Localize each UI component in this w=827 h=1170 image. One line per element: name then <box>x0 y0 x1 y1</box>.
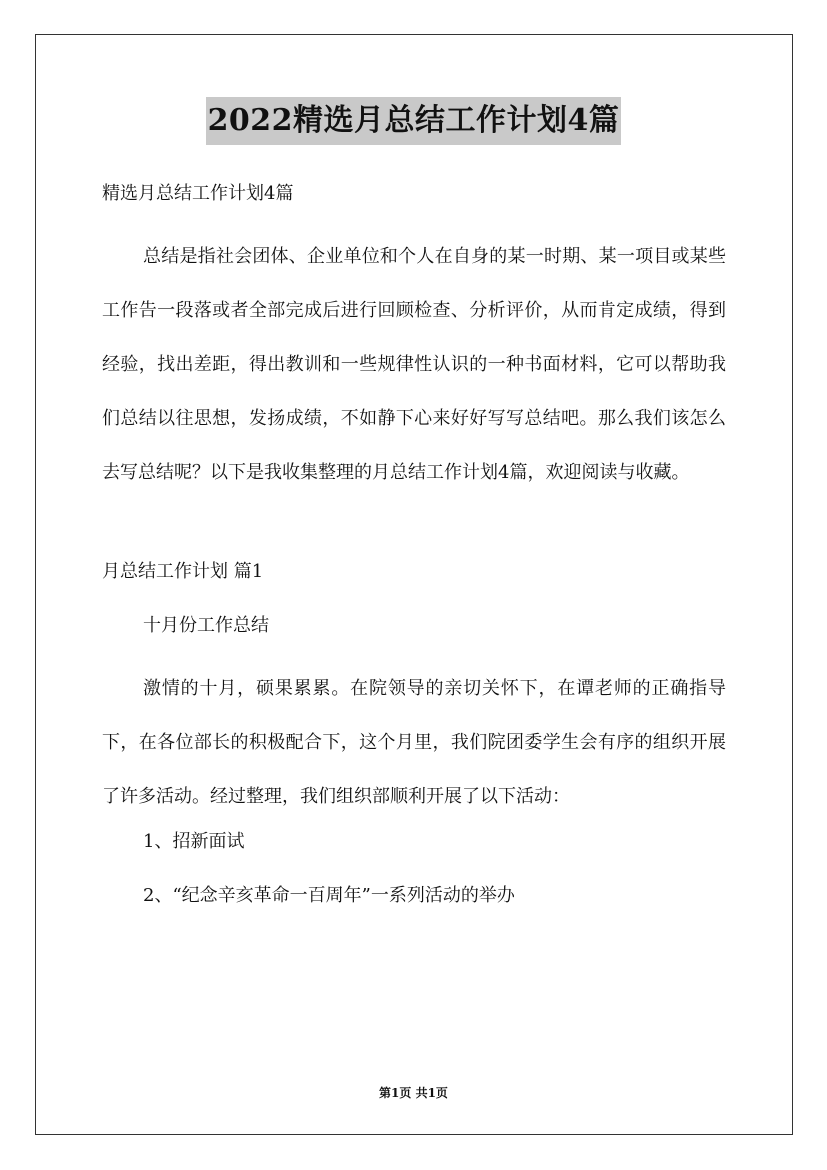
document-subtitle: 精选月总结工作计划4篇 <box>102 183 294 204</box>
spacer <box>102 500 726 554</box>
section-heading: 月总结工作计划 篇1 <box>102 561 264 582</box>
list-item: 1、招新面试 <box>143 831 245 852</box>
document-body <box>102 176 726 932</box>
document-title: 2022精选月总结工作计划4篇 <box>206 97 622 145</box>
list-item: 2、“纪念辛亥革命一百周年”一系列活动的举办 <box>143 885 515 906</box>
page-footer: 第1页 共1页 <box>379 1086 448 1100</box>
intro-paragraph: 总结是指社会团体、企业单位和个人在自身的某一时期、某一项目或某些工作告一段落或者全部完成后进行回顾检查、分析评价，从而肯定成绩，得到经验，找出差距，得出教训和一些规律性认识的一种书面材料，它可以帮助我们总结以往思想，发扬成绩，不如静下心来好好写写总结吧。那么我们该怎么去写总结呢？以下是我收集整理的月总结工作计划4篇，欢迎阅读与收藏。 <box>102 246 726 483</box>
title-container <box>0 97 827 145</box>
section-subtitle: 十月份工作总结 <box>143 615 269 636</box>
body-paragraph: 激情的十月，硕果累累。在院领导的亲切关怀下，在谭老师的正确指导下，在各位部长的积极配合下，这个月里，我们院团委学生会有序的组织开展了许多活动。经过整理，我们组织部顺利开展了以下活动： <box>102 678 726 807</box>
